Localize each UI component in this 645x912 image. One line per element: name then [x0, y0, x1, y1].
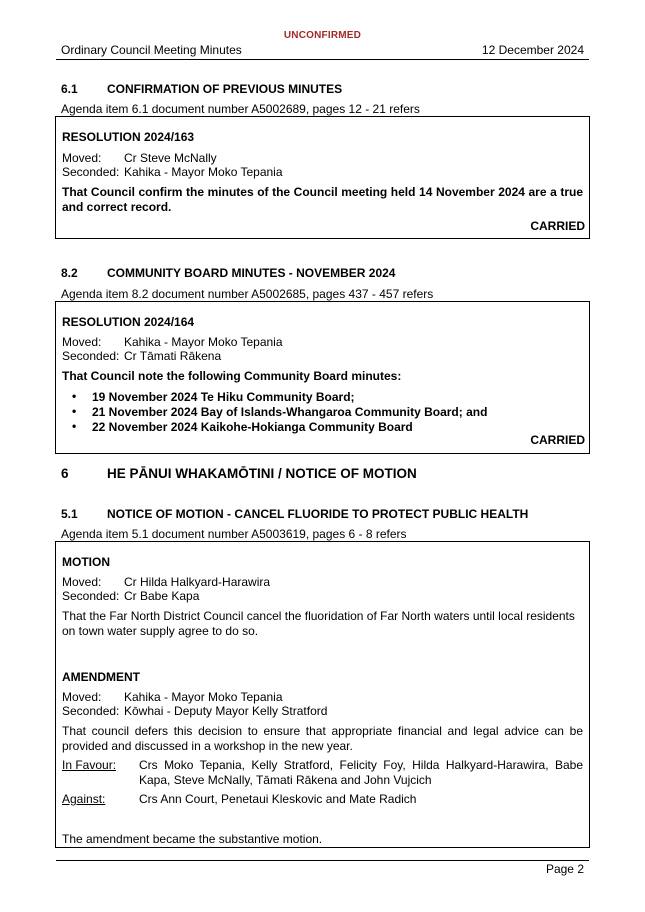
section-6-1-agenda-ref: Agenda item 6.1 document number A5002689, pages 12 - 21 refers [61, 102, 420, 116]
moved-value: Kahika - Mayor Moko Tepania [124, 690, 283, 704]
carried-label: CARRIED [530, 433, 585, 447]
amendment-text: That council defers this decision to ensure that appropriate financial and legal advice can be provided and discussed in a workshop in the new year. [62, 724, 583, 753]
resolution-number: RESOLUTION 2024/163 [62, 130, 195, 144]
amendment-outcome: The amendment became the substantive motion. [62, 832, 323, 846]
list-item: • 22 November 2024 Kaikohe-Hokianga Community Board [72, 420, 487, 435]
section-title: COMMUNITY BOARD MINUTES - NOVEMBER 2024 [107, 266, 396, 280]
vote-in-favour [62, 758, 583, 788]
moved-label: Moved: [62, 151, 102, 165]
header-date: 12 December 2024 [481, 43, 584, 57]
moved-value: Cr Hilda Halkyard-Harawira [124, 575, 271, 589]
seconded-label: Seconded: [62, 165, 120, 179]
section-number: 5.1 [61, 507, 78, 521]
moved-line [62, 335, 283, 349]
amendment-heading: AMENDMENT [62, 670, 140, 684]
moved-line [62, 151, 217, 165]
seconded-value: Cr Tāmati Rākena [124, 349, 222, 363]
carried-label: CARRIED [530, 219, 585, 233]
section-8-2-heading [61, 266, 395, 280]
section-8-2-agenda-ref: Agenda item 8.2 document number A5002685, pages 437 - 457 refers [61, 287, 434, 301]
motion-text: That the Far North District Council cancel the fluoridation of Far North waters until local residents on town water supply agree to do so. [62, 609, 575, 638]
seconded-line [62, 165, 283, 179]
resolution-number: RESOLUTION 2024/164 [62, 315, 195, 329]
amendment-seconded-line [62, 704, 327, 718]
section-6-1-heading [61, 82, 342, 96]
page-number: Page 2 [545, 862, 584, 876]
section-number: 8.2 [61, 266, 78, 280]
list-item: • 19 November 2024 Te Hiku Community Board; [72, 390, 487, 405]
moved-value: Cr Steve McNally [124, 151, 217, 165]
section-title: CONFIRMATION OF PREVIOUS MINUTES [107, 82, 343, 96]
minutes-list [72, 390, 487, 435]
seconded-value: Kōwhai - Deputy Mayor Kelly Stratford [124, 704, 328, 718]
amendment-moved-line [62, 690, 283, 704]
unconfirmed-watermark: UNCONFIRMED [283, 30, 362, 41]
seconded-line [62, 589, 199, 603]
resolution-text: That Council note the following Community Board minutes: [62, 369, 402, 383]
seconded-label: Seconded: [62, 589, 120, 603]
motion-box-5-1 [55, 541, 590, 848]
section-number: 6 [61, 466, 69, 481]
against-value: Crs Ann Court, Penetaui Kleskovic and Mate Radich [139, 792, 417, 806]
section-5-1-agenda-ref: Agenda item 5.1 document number A5003619, pages 6 - 8 refers [61, 527, 407, 541]
footer-divider [56, 860, 589, 861]
vote-against [62, 792, 583, 806]
section-title: NOTICE OF MOTION - CANCEL FLUORIDE TO PROTECT PUBLIC HEALTH [107, 507, 529, 521]
header-divider [56, 59, 589, 60]
section-6-heading [61, 466, 417, 481]
resolution-box-6-1 [55, 116, 590, 239]
seconded-value: Kahika - Mayor Moko Tepania [124, 165, 283, 179]
in-favour-value: Crs Moko Tepania, Kelly Stratford, Felicity Foy, Hilda Halkyard-Harawira, Babe Kapa, Steve McNally, Tāmati Rākena and John Vujcich [139, 758, 583, 787]
seconded-line [62, 349, 221, 363]
moved-label: Moved: [62, 690, 102, 704]
in-favour-label: In Favour: [62, 758, 117, 772]
seconded-value: Cr Babe Kapa [124, 589, 200, 603]
against-label: Against: [62, 792, 106, 806]
section-title: HE PĀNUI WHAKAMŌTINI / NOTICE OF MOTION [107, 466, 417, 481]
moved-label: Moved: [62, 575, 102, 589]
resolution-text: That Council confirm the minutes of the Council meeting held 14 November 2024 are a true and correct record. [62, 185, 583, 214]
seconded-label: Seconded: [62, 349, 120, 363]
moved-value: Kahika - Mayor Moko Tepania [124, 335, 283, 349]
seconded-label: Seconded: [62, 704, 120, 718]
list-item: • 21 November 2024 Bay of Islands-Whangaroa Community Board; and [72, 405, 487, 420]
moved-label: Moved: [62, 335, 102, 349]
section-5-1-heading [61, 507, 528, 521]
motion-heading: MOTION [62, 555, 110, 569]
section-number: 6.1 [61, 82, 78, 96]
moved-line [62, 575, 270, 589]
resolution-box-8-2 [55, 301, 590, 454]
header-title: Ordinary Council Meeting Minutes [61, 43, 242, 57]
